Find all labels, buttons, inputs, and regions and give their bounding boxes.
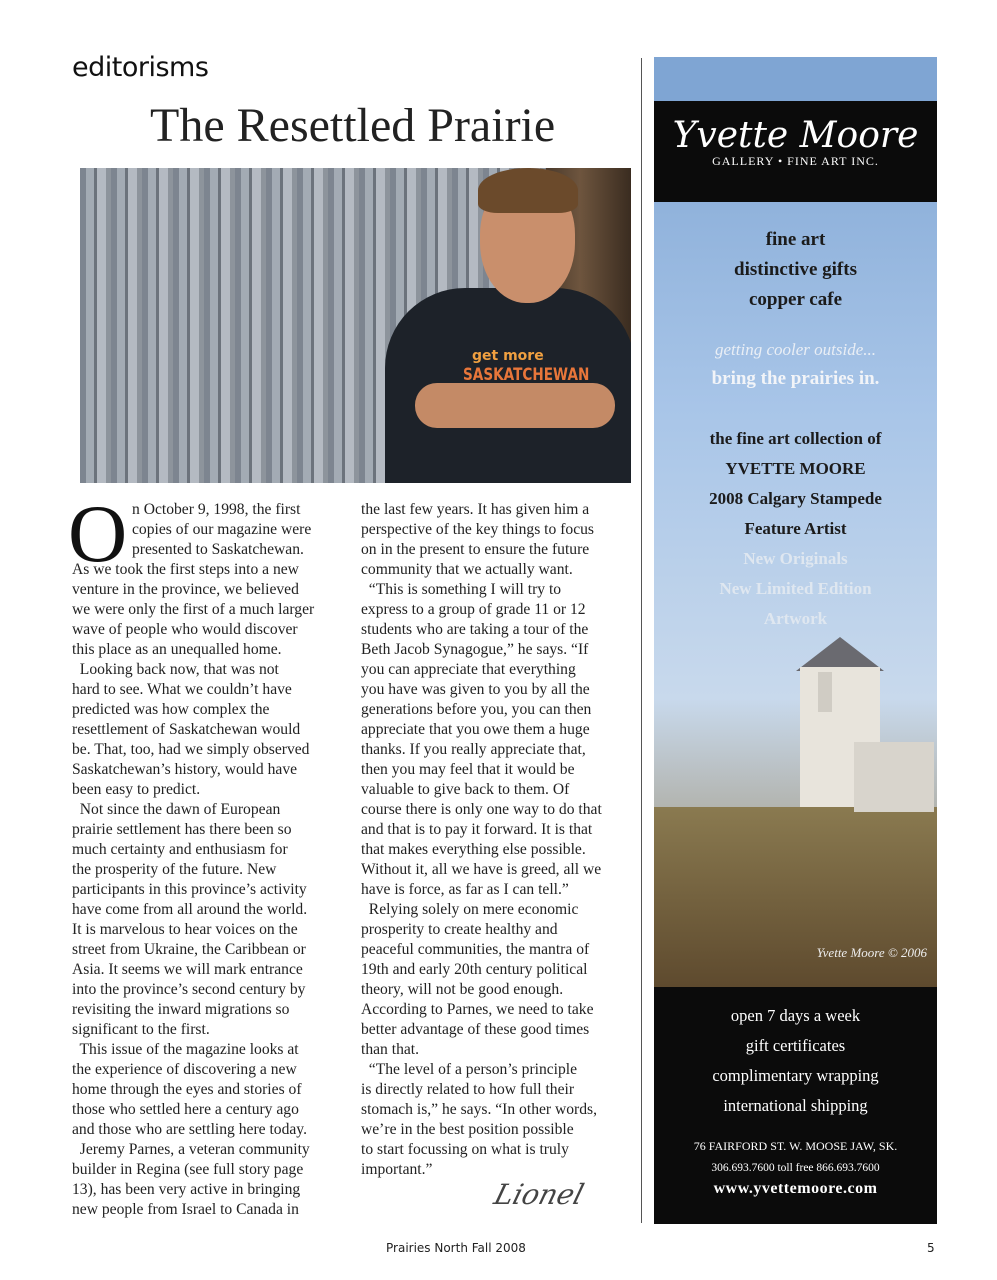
text-line: the last few years. It has given him a xyxy=(361,501,590,518)
text-line: stomach is,” he says. “In other words, xyxy=(361,1101,598,1118)
text-line: wave of people who would discover xyxy=(72,621,298,638)
text-line: been easy to predict. xyxy=(72,781,201,798)
text-line: those who settled here a century ago xyxy=(72,1101,299,1118)
article-column-1 xyxy=(72,500,342,1220)
text-line: Saskatchewan’s history, would have xyxy=(72,761,298,778)
column-divider xyxy=(641,58,642,1223)
ad-new: New Limited Edition xyxy=(719,579,872,598)
ad-new: New Originals xyxy=(743,549,848,568)
shirt-text-2: SASKATCHEWAN xyxy=(463,365,590,385)
text-line: Without it, all we have is greed, all we xyxy=(361,861,602,878)
article-column-2 xyxy=(361,500,631,1180)
text-line: “This is something I will try to xyxy=(361,581,562,598)
text-line: builder in Regina (see full story page xyxy=(72,1161,304,1178)
text-line: participants in this province’s activity xyxy=(72,881,307,898)
text-line: hard to see. What we couldn’t have xyxy=(72,681,292,698)
text-line: Asia. It seems we will mark entrance xyxy=(72,961,303,978)
gallery-logo xyxy=(654,101,937,202)
text-line: important.” xyxy=(361,1161,433,1178)
text-line: to start focussing on what is truly xyxy=(361,1141,569,1158)
text-line: and those who are settling here today. xyxy=(72,1121,307,1138)
author-photo xyxy=(80,168,631,483)
text-line: you can appreciate that everything xyxy=(361,661,576,678)
logo-subtitle: GALLERY • FINE ART INC. xyxy=(712,154,879,168)
text-line: much certainty and enthusiasm for xyxy=(72,841,288,858)
text-line: better advantage of these good times xyxy=(361,1021,590,1038)
text-line: Not since the dawn of European xyxy=(72,801,281,818)
text-line: presented to Saskatchewan. xyxy=(132,541,304,558)
text-line: generations before you, you can then xyxy=(361,701,592,718)
text-line: It is marvelous to hear voices on the xyxy=(72,921,298,938)
text-line: then you may feel that it would be xyxy=(361,761,575,778)
shirt-text-1: get more xyxy=(472,348,544,364)
text-line: this place as an unequalled home. xyxy=(72,641,282,658)
ad-tagline: getting cooler outside... xyxy=(714,340,876,359)
text-line: you have was given to you by all the xyxy=(361,681,590,698)
ad-tagline: bring the prairies in. xyxy=(711,368,880,389)
ad-service: fine art xyxy=(765,229,826,250)
text-line: prairie settlement has there been so xyxy=(72,821,292,838)
text-line: n October 9, 1998, the first xyxy=(132,501,301,518)
text-line: have come from all around the world. xyxy=(72,901,308,918)
text-line: into the province’s second century by xyxy=(72,981,306,998)
drop-cap: O xyxy=(68,488,128,579)
text-line: new people from Israel to Canada in xyxy=(72,1201,299,1218)
text-line: we were only the first of a much larger xyxy=(72,601,315,618)
text-line: appreciate that you owe them a huge xyxy=(361,721,590,738)
text-line: course there is only one way to do that xyxy=(361,801,602,818)
signature: Lionel xyxy=(490,1178,588,1211)
text-line: is directly related to how full their xyxy=(361,1081,575,1098)
ad-new: Artwork xyxy=(763,609,828,628)
text-line: peaceful communities, the mantra of xyxy=(361,941,590,958)
text-line: predicted was how complex the xyxy=(72,701,270,718)
article-title: The Resettled Prairie xyxy=(150,99,556,152)
text-line: we’re in the best position possible xyxy=(361,1121,574,1138)
section-label: editorisms xyxy=(72,52,209,83)
footer-publication: Prairies North Fall 2008 xyxy=(386,1241,526,1255)
text-line: As we took the first steps into a new xyxy=(72,561,299,578)
text-line: prosperity to create healthy and xyxy=(361,921,558,938)
text-line: Relying solely on mere economic xyxy=(361,901,579,918)
text-line: and that is to pay it forward. It is that xyxy=(361,821,593,838)
text-line: express to a group of grade 11 or 12 xyxy=(361,601,586,618)
logo-name: Yvette Moore xyxy=(672,115,919,156)
ad-feature: the fine art collection of xyxy=(709,429,882,448)
text-line: 19th and early 20th century political xyxy=(361,961,588,978)
text-line: be. That, too, had we simply observed xyxy=(72,741,310,758)
text-line: “The level of a person’s principle xyxy=(361,1061,578,1078)
artwork-signature: Yvette Moore © 2006 xyxy=(816,945,927,960)
page-number: 5 xyxy=(927,1241,935,1255)
ad-hours: international shipping xyxy=(723,1096,868,1115)
text-line: that makes everything else possible. xyxy=(361,841,586,858)
ad-website[interactable]: www.yvettemoore.com xyxy=(713,1180,878,1197)
text-line: have is force, as far as I can tell.” xyxy=(361,881,569,898)
text-line: than that. xyxy=(361,1041,420,1058)
text-line: perspective of the key things to focus xyxy=(361,521,594,538)
ad-feature: YVETTE MOORE xyxy=(725,459,866,478)
text-line: the prosperity of the future. New xyxy=(72,861,277,878)
text-line: Jeremy Parnes, a veteran community xyxy=(72,1141,310,1158)
ad-feature: Feature Artist xyxy=(744,519,847,538)
text-line: This issue of the magazine looks at xyxy=(72,1041,299,1058)
text-line: Beth Jacob Synagogue,” he says. “If xyxy=(361,641,589,658)
text-line: 13), has been very active in bringing xyxy=(72,1181,301,1198)
text-line: valuable to give back to them. Of xyxy=(361,781,570,798)
ad-feature: 2008 Calgary Stampede xyxy=(709,489,882,508)
text-line: significant to the first. xyxy=(72,1021,210,1038)
text-line: community that we actually want. xyxy=(361,561,573,578)
ad-hours: open 7 days a week xyxy=(730,1006,861,1025)
text-line: copies of our magazine were xyxy=(132,521,312,538)
ad-service: distinctive gifts xyxy=(734,259,857,280)
text-line: According to Parnes, we need to take xyxy=(361,1001,594,1018)
text-line: Looking back now, that was not xyxy=(72,661,279,678)
ad-hours: complimentary wrapping xyxy=(712,1066,879,1085)
text-line: home through the eyes and stories of xyxy=(72,1081,302,1098)
text-line: resettlement of Saskatchewan would xyxy=(72,721,301,738)
text-line: street from Ukraine, the Caribbean or xyxy=(72,941,306,958)
ad-service: copper cafe xyxy=(748,289,843,310)
text-line: revisiting the inward migrations so xyxy=(72,1001,290,1018)
ad-phone: 306.693.7600 toll free 866.693.7600 xyxy=(711,1162,880,1174)
gallery-advertisement xyxy=(654,57,937,1224)
text-line: theory, will not be good enough. xyxy=(361,981,564,998)
text-line: the experience of discovering a new xyxy=(72,1061,297,1078)
ad-address: 76 FAIRFORD ST. W. MOOSE JAW, SK. xyxy=(693,1139,898,1153)
ad-hours: gift certificates xyxy=(745,1036,846,1055)
text-line: venture in the province, we believed xyxy=(72,581,299,598)
text-line: students who are taking a tour of the xyxy=(361,621,589,638)
text-line: on in the present to ensure the future xyxy=(361,541,590,558)
text-line: thanks. If you really appreciate that, xyxy=(361,741,586,758)
